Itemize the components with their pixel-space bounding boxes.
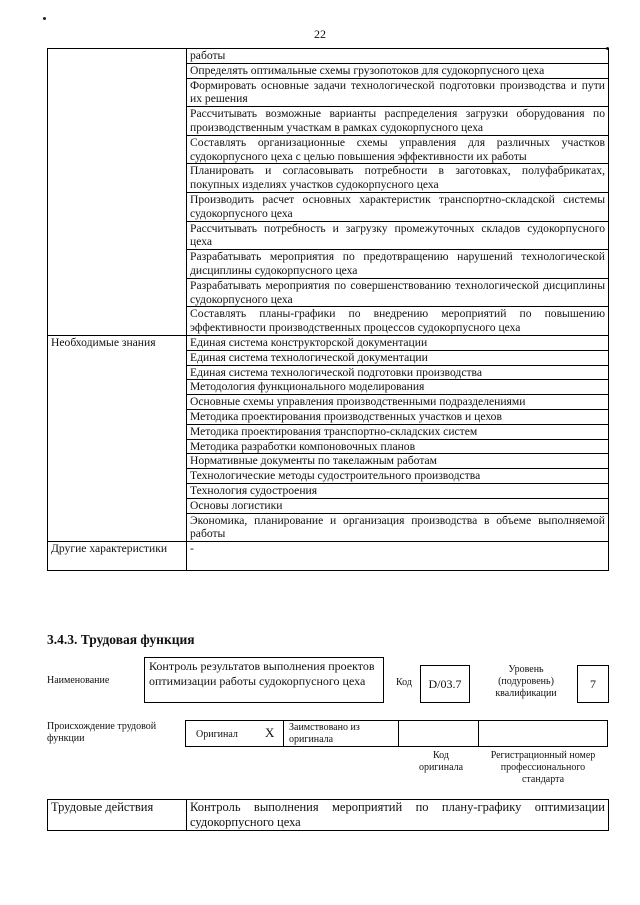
origin-divider xyxy=(398,721,399,746)
knowledge-row: Методика разработки компоновочных планов xyxy=(187,439,609,454)
level-box xyxy=(577,665,609,703)
registration-number-caption: Регистрационный номер профессионального стандарта xyxy=(490,750,596,785)
knowledge-row: Методика проектирования производственных участков и цехов xyxy=(187,409,609,424)
function-name-box xyxy=(144,657,384,703)
other-characteristics-value: - xyxy=(187,542,609,571)
skill-row: Составлять планы-графики по внедрению мероприятий по повышению эффективности производственных процессов судокорпусного цеха xyxy=(187,307,609,336)
skill-row: работы xyxy=(187,49,609,64)
knowledge-row: Нормативные документы по такелажным работам xyxy=(187,454,609,469)
section-title: 3.4.3. Трудовая функция xyxy=(47,632,195,647)
skill-row: Разрабатывать мероприятия по совершенствованию технологической дисциплины судокорпусного цеха xyxy=(187,278,609,307)
level-label: Уровень (подуровень) квалификации xyxy=(495,664,557,699)
knowledge-row: Основы логистики xyxy=(187,498,609,513)
origin-divider xyxy=(478,721,479,746)
function-name-value: Контроль результатов выполнения проектов оптимизации работы судокорпусного цеха xyxy=(149,659,375,688)
labor-action-row: Контроль выполнения мероприятий по плану-графику оптимизации судокорпусного цеха xyxy=(187,800,609,831)
page-number: 22 xyxy=(314,27,326,41)
function-name-label: Наименование xyxy=(47,675,110,686)
knowledge-row: Основные схемы управления производственными подразделениями xyxy=(187,395,609,410)
origin-label: Происхождение трудовой функции xyxy=(47,721,157,744)
skill-row: Разрабатывать мероприятия по предотвращению нарушений технологической дисциплины судокорпусного цеха xyxy=(187,250,609,279)
knowledge-row: Технологические методы судостроительного производства xyxy=(187,469,609,484)
skill-row: Формировать основные задачи технологической подготовки производства и пути их решения xyxy=(187,78,609,107)
knowledge-row: Единая система конструкторской документации xyxy=(187,335,609,350)
code-label: Код xyxy=(396,677,412,688)
code-value: D/03.7 xyxy=(428,677,462,691)
skill-row: Производить расчет основных характеристик транспортно-складской системы судокорпусного цеха xyxy=(187,192,609,221)
labor-actions-label: Трудовые действия xyxy=(48,800,187,831)
knowledge-row: Методика проектирования транспортно-складских систем xyxy=(187,424,609,439)
skill-row: Определять оптимальные схемы грузопотоков для судокорпусного цеха xyxy=(187,63,609,78)
original-mark: X xyxy=(265,725,275,740)
knowledge-row: Экономика, планирование и организация производства в объеме выполняемой работы xyxy=(187,513,609,542)
skill-row: Планировать и согласовывать потребности в заготовках, полуфабрикатах, покупных изделиях участков судокорпусного цеха xyxy=(187,164,609,193)
original-label: Оригинал xyxy=(196,729,238,740)
knowledge-row: Единая система технологической подготовки производства xyxy=(187,365,609,380)
origin-divider xyxy=(283,721,284,746)
skills-knowledge-table xyxy=(47,48,609,571)
origin-grid xyxy=(185,720,608,747)
labor-actions-table xyxy=(47,799,609,831)
knowledge-row: Технология судостроения xyxy=(187,483,609,498)
knowledge-row: Методология функционального моделирования xyxy=(187,380,609,395)
skill-row: Составлять организационные схемы управления для различных участков судокорпусного цеха с целью повышения эффективности их работы xyxy=(187,135,609,164)
borrowed-label: Заимствовано из оригинала xyxy=(289,722,360,745)
code-box xyxy=(420,665,470,703)
skills-label-cell xyxy=(48,49,187,336)
code-original-caption: Код оригинала xyxy=(418,750,464,773)
skill-row: Рассчитывать потребность и загрузку промежуточных складов судокорпусного цеха xyxy=(187,221,609,250)
knowledge-label: Необходимые знания xyxy=(48,335,187,541)
other-characteristics-label: Другие характеристики xyxy=(48,542,187,571)
knowledge-row: Единая система технологической документации xyxy=(187,350,609,365)
scan-mark xyxy=(43,17,46,20)
skill-row: Рассчитывать возможные варианты распределения загрузки оборудования по производственным участкам в рамках судокорпусного цеха xyxy=(187,107,609,136)
level-value: 7 xyxy=(590,677,596,691)
